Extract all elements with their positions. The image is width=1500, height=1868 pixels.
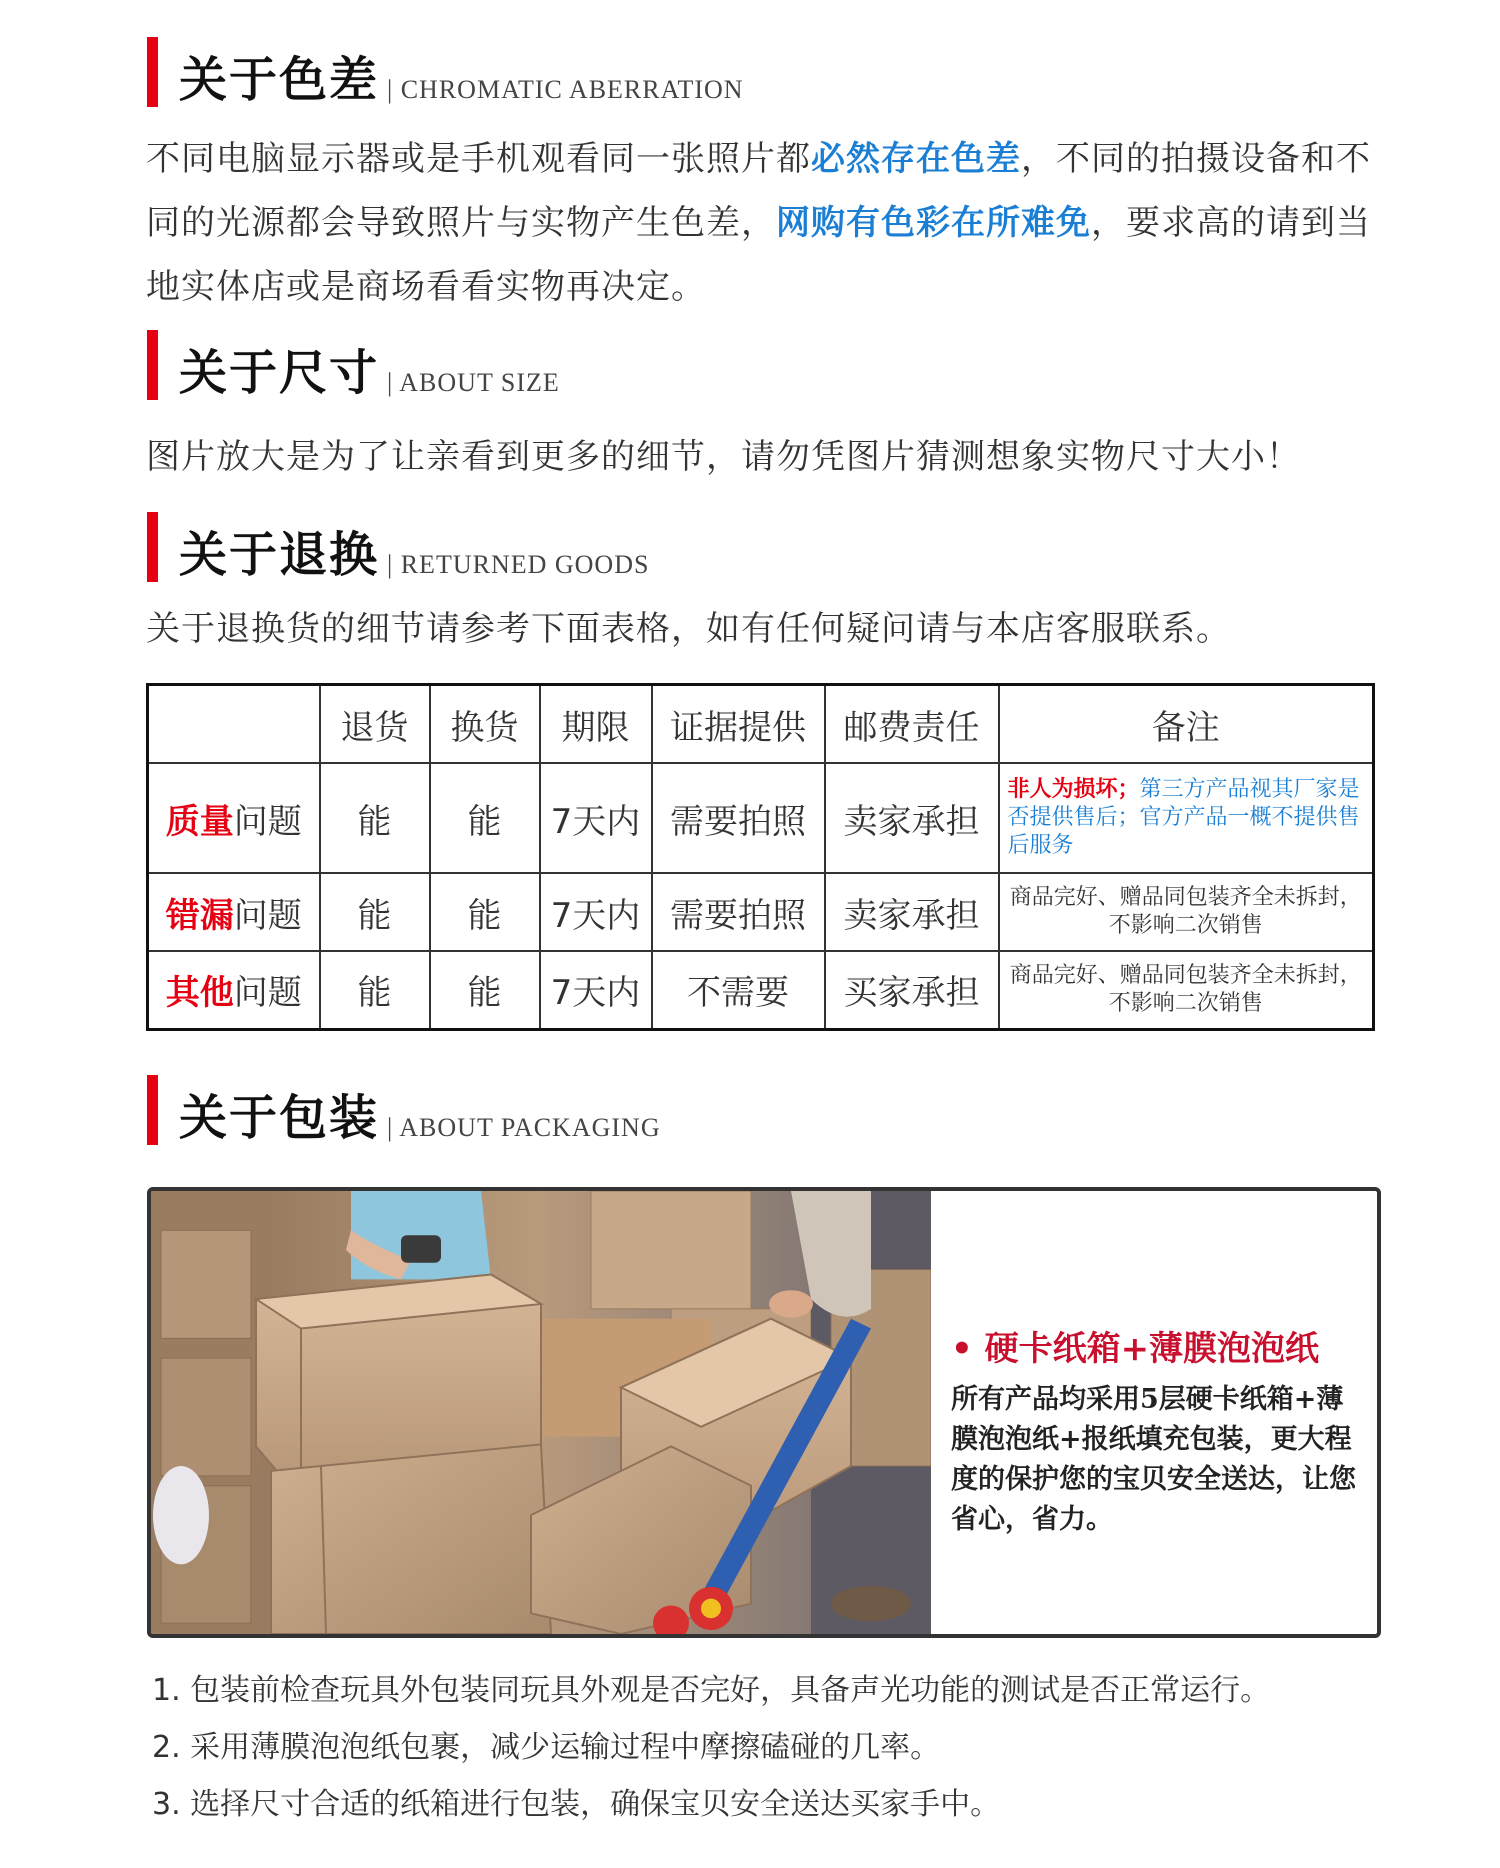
packaging-description xyxy=(951,1321,1361,1540)
table-cell: 能 xyxy=(320,873,430,951)
section-subtitle: | RETURNED GOODS xyxy=(387,550,650,579)
table-cell: 卖家承担 xyxy=(825,873,999,951)
table-cell: 买家承担 xyxy=(825,951,999,1029)
table-cell: 7天内 xyxy=(540,763,652,873)
section-subtitle: | CHROMATIC ABERRATION xyxy=(387,75,744,104)
packaging-title: • 硬卡纸箱+薄膜泡泡纸 xyxy=(951,1329,1320,1369)
section-accent-bar xyxy=(147,37,158,107)
note-cell: 商品完好、赠品同包装齐全未拆封，不影响二次销售 xyxy=(999,951,1374,1029)
table-cell: 能 xyxy=(430,763,540,873)
section-accent-bar xyxy=(147,330,158,400)
section-title: 关于包装 xyxy=(179,1090,380,1146)
table-cell: 卖家承担 xyxy=(825,763,999,873)
list-item: 2. 采用薄膜泡泡纸包裹，减少运输过程中摩擦磕碰的几率。 xyxy=(152,1730,941,1765)
table-cell: 能 xyxy=(430,873,540,951)
packaging-body: 所有产品均采用5层硬卡纸箱+薄膜泡泡纸+报纸填充包装，更大程度的保护您的宝贝安全送达，让您省心，省力。 xyxy=(951,1384,1356,1535)
table-cell: 能 xyxy=(430,951,540,1029)
section-subtitle: | ABOUT SIZE xyxy=(387,368,560,397)
highlight-text: 必然存在色差 xyxy=(811,139,1021,179)
note-cell: 非人为损坏；第三方产品视其厂家是否提供售后；官方产品一概不提供售后服务 xyxy=(999,763,1374,873)
row-label: 其他问题 xyxy=(148,951,320,1029)
table-cell: 能 xyxy=(320,951,430,1029)
table-cell: 不需要 xyxy=(652,951,825,1029)
table-row xyxy=(148,873,1374,951)
table-cell: 需要拍照 xyxy=(652,873,825,951)
row-label: 错漏问题 xyxy=(148,873,320,951)
table-header-cell: 备注 xyxy=(999,685,1374,764)
table-cell: 7天内 xyxy=(540,951,652,1029)
packaging-panel xyxy=(147,1187,1381,1638)
table-header-cell: 期限 xyxy=(540,685,652,764)
list-item: 3. 选择尺寸合适的纸箱进行包装，确保宝贝安全送达买家手中。 xyxy=(152,1787,1001,1822)
returns-table xyxy=(146,683,1375,1031)
table-row xyxy=(148,951,1374,1029)
table-cell: 需要拍照 xyxy=(652,763,825,873)
row-label: 质量问题 xyxy=(148,763,320,873)
table-header-cell: 邮费责任 xyxy=(825,685,999,764)
section-title: 关于退换 xyxy=(179,527,380,583)
section-accent-bar xyxy=(147,1075,158,1145)
table-row xyxy=(148,763,1374,873)
section-title: 关于色差 xyxy=(179,52,380,108)
returns-paragraph: 关于退换货的细节请参考下面表格，如有任何疑问请与本店客服联系。 xyxy=(146,609,1231,649)
note-cell: 商品完好、赠品同包装齐全未拆封，不影响二次销售 xyxy=(999,873,1374,951)
list-item: 1. 包装前检查玩具外包装同玩具外观是否完好，具备声光功能的测试是否正常运行。 xyxy=(152,1673,1271,1708)
size-paragraph: 图片放大是为了让亲看到更多的细节，请勿凭图片猜测想象实物尺寸大小！ xyxy=(146,437,1301,477)
packaging-photo xyxy=(151,1191,931,1634)
table-header-cell: 证据提供 xyxy=(652,685,825,764)
table-header-cell: 换货 xyxy=(430,685,540,764)
table-header-cell xyxy=(148,685,320,764)
table-header-cell: 退货 xyxy=(320,685,430,764)
section-accent-bar xyxy=(147,512,158,582)
table-cell: 能 xyxy=(320,763,430,873)
section-title: 关于尺寸 xyxy=(179,345,380,401)
table-header-row xyxy=(148,685,1374,764)
highlight-text: 网购有色彩在所难免 xyxy=(776,203,1091,243)
table-cell: 7天内 xyxy=(540,873,652,951)
color-paragraph: 不同电脑显示器或是手机观看同一张照片都必然存在色差，不同的拍摄设备和不同的光源都会导致照片与实物产生色差，网购有色彩在所难免，要求高的请到当地实体店或是商场看看实物再决定。 xyxy=(146,139,1371,307)
section-subtitle: | ABOUT PACKAGING xyxy=(387,1113,661,1142)
